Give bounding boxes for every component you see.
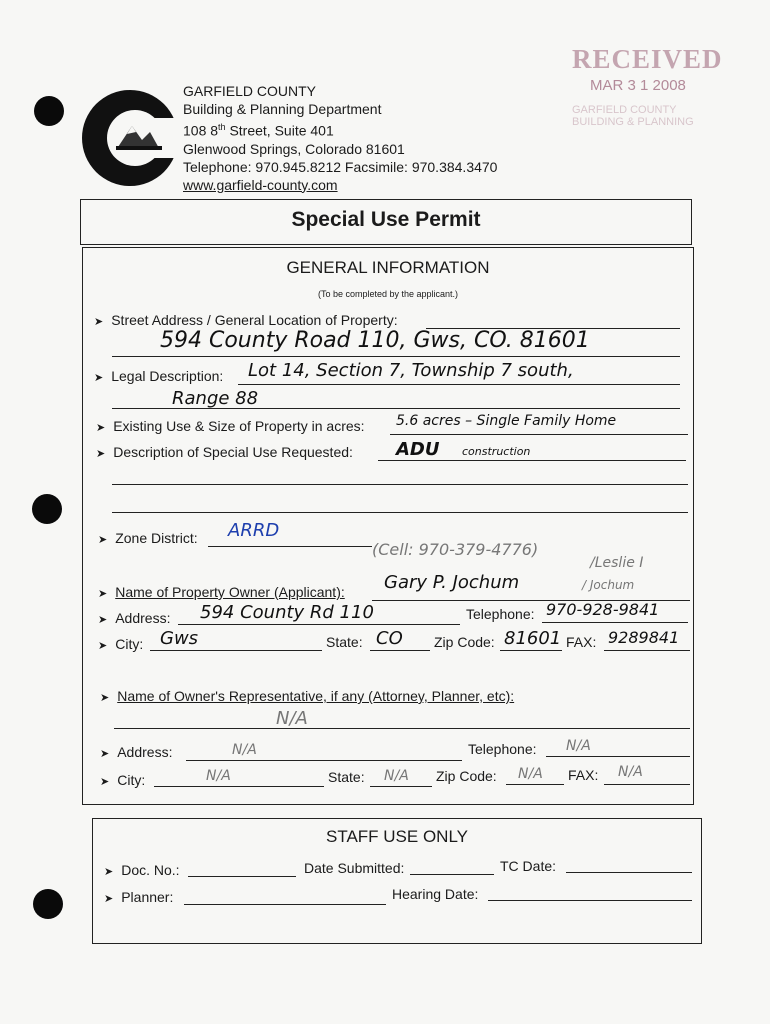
- received-text: RECEIVED: [572, 44, 723, 74]
- street-label-text: Street Address / General Location of Property:: [111, 312, 398, 328]
- owner-label: ➤ Name of Property Owner (Applicant):: [98, 584, 345, 600]
- rep-zip-label: Zip Code:: [436, 768, 497, 784]
- rep-value[interactable]: N/A: [276, 708, 308, 729]
- owner-value[interactable]: Gary P. Jochum: [384, 572, 520, 593]
- use-line: [390, 434, 688, 435]
- rep-fax-line: [604, 784, 690, 785]
- rep-zip-value[interactable]: N/A: [518, 766, 543, 782]
- zone-label-text: Zone District:: [115, 530, 198, 546]
- street-line-2: [112, 356, 680, 357]
- form-title: Special Use Permit: [291, 208, 481, 231]
- state-label: State:: [326, 634, 363, 650]
- stamp-line-2: BUILDING & PLANNING: [572, 116, 694, 128]
- rep-telephone-value[interactable]: N/A: [566, 738, 591, 754]
- section-heading: GENERAL INFORMATION: [286, 258, 490, 277]
- zone-line: [208, 546, 372, 547]
- desc-label-text: Description of Special Use Requested:: [113, 444, 353, 460]
- section-note: (To be completed by the applicant.): [317, 289, 459, 299]
- punch-hole: [34, 96, 64, 126]
- phone-line: Telephone: 970.945.8212 Facsimile: 970.384.3470: [183, 158, 498, 175]
- rep-label-text: Name of Owner's Representative, if any (Attorney, Planner, etc):: [117, 688, 515, 704]
- rep-city-value[interactable]: N/A: [206, 768, 231, 784]
- city-label-text: City:: [115, 636, 144, 652]
- rep-line: [114, 728, 690, 729]
- state-line: [370, 650, 430, 651]
- city-label: ➤ City:: [98, 636, 144, 652]
- rep-city-label-text: City:: [117, 772, 146, 788]
- legal-label: ➤ Legal Description:: [94, 368, 224, 384]
- stamp-line-1: GARFIELD COUNTY: [572, 104, 677, 116]
- punch-hole: [32, 494, 62, 524]
- rep-telephone-line: [546, 756, 690, 757]
- rep-telephone-label: Telephone:: [468, 741, 537, 757]
- desc-label: ➤ Description of Special Use Requested:: [96, 444, 353, 460]
- street-label: ➤ Street Address / General Location of Property:: [94, 312, 398, 328]
- fax-line: [604, 650, 690, 651]
- rep-address-line: [186, 760, 462, 761]
- legal-value-2[interactable]: Range 88: [172, 388, 259, 409]
- tc-date-label: TC Date:: [500, 858, 557, 874]
- hearing-date-label: Hearing Date:: [392, 886, 479, 902]
- title-box: [80, 199, 692, 245]
- staff-use-box: [92, 818, 702, 944]
- telephone-label: Telephone:: [466, 606, 535, 622]
- street-value[interactable]: 594 County Road 110, Gws, CO. 81601: [160, 328, 590, 353]
- fax-label: FAX:: [566, 634, 597, 650]
- date-submitted-label: Date Submitted:: [304, 860, 405, 876]
- hearing-date-line: [488, 900, 692, 901]
- rep-fax-label: FAX:: [568, 767, 599, 783]
- desc-value-1[interactable]: ADU: [396, 439, 440, 460]
- zip-value[interactable]: 81601: [504, 628, 562, 649]
- rep-address-label-text: Address:: [117, 744, 173, 760]
- telephone-value[interactable]: 970-928-9841: [546, 600, 660, 619]
- legal-line-1: [238, 384, 680, 385]
- date-submitted-line: [410, 874, 494, 875]
- co-owner-note: /Leslie I: [590, 555, 644, 571]
- rep-label: ➤ Name of Owner's Representative, if any (Attorney, Planner, etc):: [100, 688, 515, 704]
- fax-value[interactable]: 9289841: [608, 628, 680, 647]
- desc-line-1: [378, 460, 686, 461]
- use-label: ➤ Existing Use & Size of Property in acres:: [96, 418, 365, 434]
- use-label-text: Existing Use & Size of Property in acres:: [113, 418, 365, 434]
- rep-city-label: ➤ City:: [100, 772, 146, 788]
- street-number: 108 8: [183, 122, 219, 139]
- dept-name: Building & Planning Department: [183, 101, 382, 117]
- rep-address-label: ➤ Address:: [100, 744, 173, 760]
- desc-line-3: [112, 512, 688, 513]
- street-line: [183, 118, 497, 140]
- owner-label-text: Name of Property Owner (Applicant):: [115, 584, 345, 600]
- county-logo: [80, 88, 180, 193]
- city-value[interactable]: Gws: [160, 628, 199, 649]
- rep-fax-value[interactable]: N/A: [618, 764, 643, 780]
- legal-value-1[interactable]: Lot 14, Section 7, Township 7 south,: [248, 360, 574, 381]
- use-value[interactable]: 5.6 acres – Single Family Home: [396, 413, 617, 429]
- rep-zip-line: [506, 784, 564, 785]
- address-label-text: Address:: [115, 610, 171, 626]
- org-name: GARFIELD COUNTY: [183, 83, 317, 99]
- city-line: Glenwood Springs, Colorado 81601: [183, 140, 405, 157]
- doc-label: ➤ Doc. No.:: [104, 862, 180, 878]
- legal-label-text: Legal Description:: [111, 368, 224, 384]
- doc-line: [188, 876, 296, 877]
- rep-state-label: State:: [328, 769, 365, 785]
- doc-label-text: Doc. No.:: [121, 862, 180, 878]
- punch-hole: [33, 889, 63, 919]
- rep-address-value[interactable]: N/A: [232, 742, 257, 758]
- zone-label: ➤ Zone District:: [98, 530, 198, 546]
- rep-state-value[interactable]: N/A: [384, 768, 409, 784]
- rep-city-line: [154, 786, 324, 787]
- planner-label: ➤ Planner:: [104, 889, 174, 905]
- street-rest: Street, Suite 401: [225, 122, 334, 139]
- state-value[interactable]: CO: [376, 628, 403, 649]
- tc-date-line: [566, 872, 692, 873]
- cell-note: (Cell: 970-379-4776): [372, 540, 539, 559]
- rep-state-line: [370, 786, 432, 787]
- website-link[interactable]: www.garfield-county.com: [183, 176, 338, 193]
- staff-title: STAFF USE ONLY: [325, 827, 468, 846]
- planner-line: [184, 904, 386, 905]
- desc-value-2[interactable]: construction: [462, 445, 531, 458]
- street-suffix: th: [218, 122, 226, 132]
- planner-label-text: Planner:: [121, 889, 174, 905]
- address-label: ➤ Address:: [98, 610, 171, 626]
- telephone-line: [542, 622, 688, 623]
- owner-value-2: / Jochum: [582, 578, 635, 592]
- zip-line: [500, 650, 562, 651]
- received-date: MAR 3 1 2008: [590, 77, 686, 94]
- zone-value[interactable]: ARRD: [228, 520, 280, 541]
- address-line: [178, 624, 460, 625]
- desc-line-2: [112, 484, 688, 485]
- zip-label: Zip Code:: [434, 634, 495, 650]
- city-line: [150, 650, 322, 651]
- address-value[interactable]: 594 County Rd 110: [200, 602, 374, 623]
- received-stamp: [572, 44, 723, 128]
- header-address-block: [183, 82, 497, 194]
